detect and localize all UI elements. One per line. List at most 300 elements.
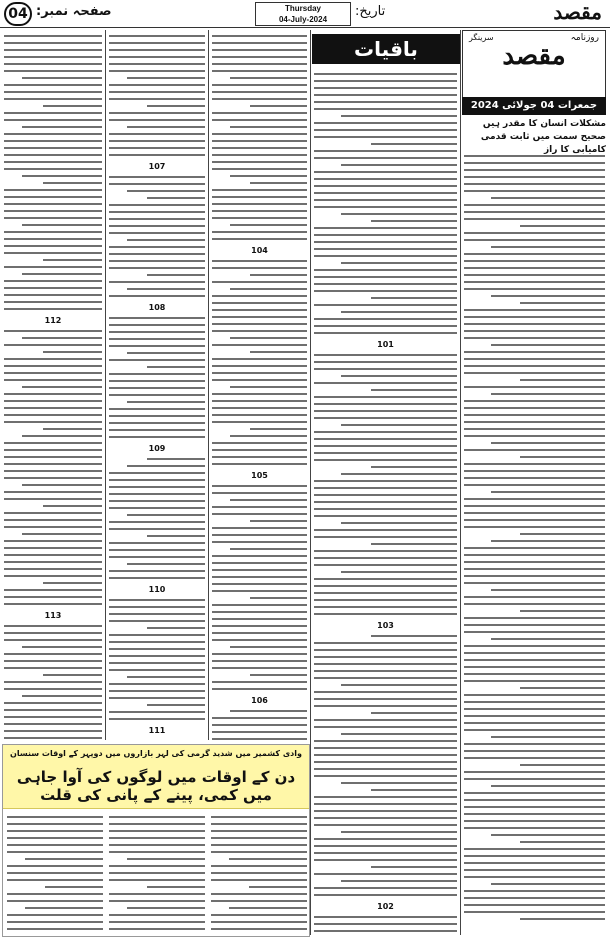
text-line: [341, 782, 457, 784]
text-line: [464, 428, 605, 430]
text-line: [211, 900, 307, 902]
text-line: [4, 308, 102, 310]
text-line: [314, 73, 457, 75]
text-line: [109, 140, 205, 142]
text-line: [212, 154, 307, 156]
text-line: [314, 276, 457, 278]
text-line: [4, 365, 102, 367]
text-line: [464, 162, 605, 164]
text-line: [4, 63, 102, 65]
text-line: [109, 914, 205, 916]
text-line: [464, 827, 605, 829]
text-line: [211, 865, 307, 867]
text-line: [147, 704, 205, 706]
text-line: [230, 175, 307, 177]
text-line: [314, 796, 457, 798]
text-line: [4, 561, 102, 563]
text-line: [211, 893, 307, 895]
text-line: [341, 473, 457, 475]
text-line: [212, 119, 307, 121]
text-line: [109, 577, 205, 579]
text-line: [109, 253, 205, 255]
text-line: [212, 583, 307, 585]
text-line: [212, 393, 307, 395]
text-line: [43, 351, 102, 353]
news-column: [209, 811, 309, 936]
text-line: [314, 585, 457, 587]
text-line: [341, 213, 457, 215]
text-line: [109, 620, 205, 622]
text-line: [464, 463, 605, 465]
text-line: [341, 311, 457, 313]
text-line: [109, 493, 205, 495]
text-line: [4, 491, 102, 493]
text-line: [314, 248, 457, 250]
text-line: [464, 554, 605, 556]
text-line: [464, 323, 605, 325]
text-line: [109, 359, 205, 361]
text-line: [314, 241, 457, 243]
text-line: [147, 366, 205, 368]
text-line: [4, 344, 102, 346]
text-line: [464, 862, 605, 864]
text-line: [4, 568, 102, 570]
text-line: [22, 175, 102, 177]
text-line: [464, 183, 605, 185]
text-line: [109, 345, 205, 347]
text-line: [4, 203, 102, 205]
text-line: [7, 928, 103, 930]
text-line: [109, 225, 205, 227]
text-line: [464, 890, 605, 892]
text-line: [212, 688, 307, 690]
text-line: [464, 876, 605, 878]
text-line: [4, 91, 102, 93]
text-line: [314, 206, 457, 208]
editorial-body: [462, 150, 607, 936]
text-line: [314, 845, 457, 847]
section-number: 112: [44, 316, 62, 325]
text-line: [109, 422, 205, 424]
text-line: [109, 70, 205, 72]
text-line: [109, 837, 205, 839]
text-line: [464, 400, 605, 402]
text-line: [4, 688, 102, 690]
text-line: [127, 465, 205, 467]
text-line: [314, 417, 457, 419]
text-line: [212, 295, 307, 297]
text-line: [22, 533, 102, 535]
text-line: [43, 505, 102, 507]
text-line: [464, 386, 605, 388]
section-number: 103: [377, 621, 394, 630]
page-number-label: صفحہ نمبر:: [36, 4, 112, 19]
text-line: [4, 330, 102, 332]
text-line: [212, 379, 307, 381]
text-line: [314, 445, 457, 447]
text-line: [314, 325, 457, 327]
text-line: [22, 273, 102, 275]
text-line: [4, 210, 102, 212]
text-line: [314, 199, 457, 201]
text-line: [109, 711, 205, 713]
text-line: [22, 224, 102, 226]
text-line: [520, 379, 605, 381]
text-line: [250, 597, 307, 599]
text-line: [464, 512, 605, 514]
text-line: [314, 642, 457, 644]
text-line: [314, 754, 457, 756]
text-line: [464, 778, 605, 780]
text-line: [127, 563, 205, 565]
text-line: [464, 897, 605, 899]
text-line: [314, 810, 457, 812]
text-line: [464, 813, 605, 815]
text-line: [520, 610, 605, 612]
text-line: [464, 316, 605, 318]
text-line: [464, 743, 605, 745]
text-line: [212, 506, 307, 508]
text-line: [464, 239, 605, 241]
text-line: [212, 49, 307, 51]
text-line: [127, 401, 205, 403]
section-number: 110: [148, 585, 166, 594]
text-line: [127, 126, 205, 128]
text-line: [7, 914, 103, 916]
text-line: [109, 176, 205, 178]
text-line: [211, 844, 307, 846]
text-line: [212, 463, 307, 465]
text-line: [491, 834, 605, 836]
text-line: [464, 799, 605, 801]
text-line: [212, 217, 307, 219]
text-line: [4, 681, 102, 683]
text-line: [464, 904, 605, 906]
text-line: [109, 331, 205, 333]
text-line: [22, 435, 102, 437]
text-line: [464, 470, 605, 472]
text-line: [314, 599, 457, 601]
text-line: [212, 407, 307, 409]
brand-prefix: روزنامہ: [570, 33, 599, 43]
masthead-title: مقصد: [553, 0, 602, 24]
text-line: [314, 80, 457, 82]
text-line: [314, 494, 457, 496]
text-line: [4, 456, 102, 458]
text-line: [212, 98, 307, 100]
date-label: تاریخ:: [355, 4, 386, 19]
text-line: [43, 259, 102, 261]
text-line: [109, 260, 205, 262]
section-number: 104: [251, 246, 268, 255]
text-line: [7, 830, 103, 832]
text-line: [464, 449, 605, 451]
text-line: [147, 197, 205, 199]
text-line: [109, 655, 205, 657]
text-line: [314, 255, 457, 257]
text-line: [109, 91, 205, 93]
text-line: [464, 652, 605, 654]
text-line: [212, 569, 307, 571]
text-line: [212, 231, 307, 233]
text-line: [464, 309, 605, 311]
text-line: [520, 456, 605, 458]
text-line: [109, 295, 205, 297]
text-line: [212, 42, 307, 44]
text-line: [464, 869, 605, 871]
news-headline-area: [3, 745, 309, 809]
text-line: [371, 466, 457, 468]
text-line: [4, 519, 102, 521]
text-line: [212, 84, 307, 86]
text-line: [371, 220, 457, 222]
text-line: [109, 507, 205, 509]
text-line: [464, 260, 605, 262]
text-line: [43, 182, 102, 184]
text-line: [109, 599, 205, 601]
text-line: [109, 324, 205, 326]
text-line: [464, 855, 605, 857]
text-line: [4, 730, 102, 732]
text-line: [314, 656, 457, 658]
text-line: [147, 886, 205, 888]
text-line: [464, 575, 605, 577]
text-line: [464, 435, 605, 437]
text-line: [212, 372, 307, 374]
text-line: [371, 635, 457, 637]
text-line: [109, 697, 205, 699]
text-line: [211, 837, 307, 839]
text-line: [109, 436, 205, 438]
text-line: [314, 923, 457, 925]
text-line: [109, 119, 205, 121]
text-line: [4, 301, 102, 303]
text-line: [314, 361, 457, 363]
text-line: [22, 126, 102, 128]
text-line: [212, 421, 307, 423]
text-line: [314, 136, 457, 138]
text-line: [464, 211, 605, 213]
text-line: [491, 393, 605, 395]
section-number: 113: [44, 611, 62, 620]
text-line: [4, 358, 102, 360]
text-line: [127, 239, 205, 241]
text-line: [464, 414, 605, 416]
text-line: [314, 663, 457, 665]
text-line: [4, 49, 102, 51]
text-line: [22, 646, 102, 648]
text-line: [341, 880, 457, 882]
text-line: [4, 217, 102, 219]
text-line: [520, 302, 605, 304]
text-line: [314, 171, 457, 173]
text-line: [4, 716, 102, 718]
news-body: [3, 811, 309, 936]
text-line: [314, 382, 457, 384]
text-line: [464, 680, 605, 682]
editorial-headline: مشکلات انسان کا مقدر ہیں صحیح سمت میں ثابت قدمی کامیابی کا راز: [480, 119, 606, 155]
text-line: [314, 894, 457, 896]
text-line: [4, 294, 102, 296]
text-line: [109, 49, 205, 51]
text-line: [109, 823, 205, 825]
text-line: [250, 182, 307, 184]
text-line: [109, 98, 205, 100]
text-line: [464, 771, 605, 773]
text-line: [212, 133, 307, 135]
text-line: [341, 115, 457, 117]
text-line: [212, 724, 307, 726]
text-line: [211, 914, 307, 916]
page-header: [0, 0, 610, 28]
text-line: [4, 498, 102, 500]
text-line: [491, 442, 605, 444]
text-line: [491, 540, 605, 542]
text-line: [109, 879, 205, 881]
text-line: [212, 604, 307, 606]
page-number: 04: [4, 2, 32, 26]
text-line: [7, 816, 103, 818]
text-line: [211, 816, 307, 818]
text-line: [464, 505, 605, 507]
text-line: [22, 77, 102, 79]
text-line: [314, 438, 457, 440]
text-line: [109, 500, 205, 502]
text-line: [4, 154, 102, 156]
text-line: [212, 653, 307, 655]
text-line: [314, 536, 457, 538]
text-line: [211, 872, 307, 874]
text-line: [109, 63, 205, 65]
text-column-3: [210, 30, 309, 740]
text-line: [109, 56, 205, 58]
text-line: [109, 648, 205, 650]
text-line: [109, 893, 205, 895]
text-line: [229, 858, 307, 860]
text-column-1: [2, 30, 104, 740]
text-line: [212, 91, 307, 93]
text-line: [109, 429, 205, 431]
text-line: [4, 632, 102, 634]
text-line: [109, 35, 205, 37]
text-line: [212, 527, 307, 529]
text-line: [520, 918, 605, 920]
text-line: [127, 352, 205, 354]
text-line: [464, 421, 605, 423]
text-line: [4, 407, 102, 409]
text-line: [464, 561, 605, 563]
text-line: [109, 408, 205, 410]
text-line: [314, 501, 457, 503]
text-line: [371, 389, 457, 391]
text-line: [4, 112, 102, 114]
text-line: [109, 865, 205, 867]
text-line: [4, 287, 102, 289]
text-line: [314, 768, 457, 770]
text-line: [22, 386, 102, 388]
text-line: [314, 557, 457, 559]
text-line: [491, 589, 605, 591]
text-line: [109, 479, 205, 481]
text-line: [464, 911, 605, 913]
text-line: [109, 606, 205, 608]
text-line: [127, 190, 205, 192]
text-line: [25, 907, 103, 909]
text-line: [7, 851, 103, 853]
text-line: [109, 830, 205, 832]
text-line: [4, 140, 102, 142]
text-line: [127, 514, 205, 516]
text-line: [314, 564, 457, 566]
text-line: [464, 477, 605, 479]
text-line: [45, 886, 103, 888]
text-line: [109, 669, 205, 671]
text-line: [212, 555, 307, 557]
text-line: [212, 302, 307, 304]
day-text: Thursday: [284, 4, 321, 13]
text-line: [109, 718, 205, 720]
text-line: [4, 189, 102, 191]
text-line: [109, 338, 205, 340]
section-number: 111: [148, 726, 166, 735]
text-line: [7, 921, 103, 923]
text-line: [314, 192, 457, 194]
text-line: [520, 225, 605, 227]
text-line: [212, 147, 307, 149]
text-line: [464, 176, 605, 178]
text-line: [491, 638, 605, 640]
text-line: [4, 702, 102, 704]
text-line: [109, 472, 205, 474]
text-line: [7, 872, 103, 874]
text-line: [4, 42, 102, 44]
text-line: [314, 354, 457, 356]
text-line: [212, 189, 307, 191]
text-line: [464, 701, 605, 703]
text-line: [314, 747, 457, 749]
text-line: [212, 56, 307, 58]
text-line: [4, 70, 102, 72]
text-line: [464, 365, 605, 367]
text-line: [109, 662, 205, 664]
text-line: [4, 379, 102, 381]
text-line: [4, 660, 102, 662]
text-line: [147, 535, 205, 537]
text-line: [314, 129, 457, 131]
text-line: [109, 570, 205, 572]
text-line: [314, 613, 457, 615]
text-line: [230, 646, 307, 648]
text-line: [212, 639, 307, 641]
text-line: [314, 852, 457, 854]
text-line: [4, 231, 102, 233]
text-line: [464, 617, 605, 619]
text-line: [314, 452, 457, 454]
text-line: [212, 513, 307, 515]
text-line: [314, 726, 457, 728]
text-line: [314, 459, 457, 461]
text-line: [147, 627, 205, 629]
text-line: [314, 930, 457, 932]
text-line: [212, 344, 307, 346]
text-line: [314, 838, 457, 840]
text-line: [212, 625, 307, 627]
text-line: [249, 886, 307, 888]
text-line: [464, 645, 605, 647]
text-line: [109, 415, 205, 417]
date-text: 04-July-2024: [278, 15, 328, 24]
text-line: [212, 35, 307, 37]
